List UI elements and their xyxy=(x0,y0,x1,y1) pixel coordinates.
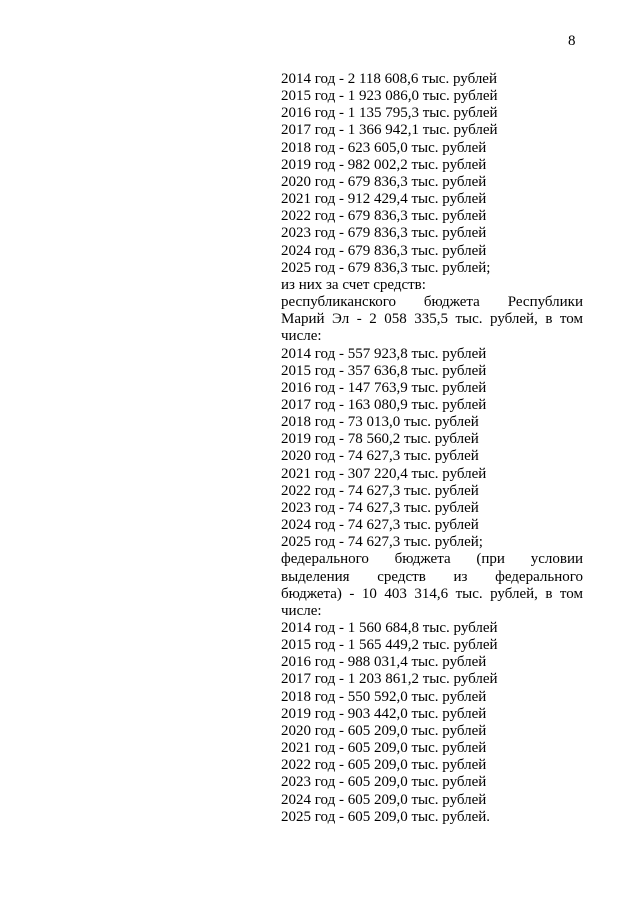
total-year-line: 2023 год - 679 836,3 тыс. рублей xyxy=(281,225,487,242)
republic-year-line: 2014 год - 557 923,8 тыс. рублей xyxy=(281,345,487,362)
federal-year-line: 2022 год - 605 209,0 тыс. рублей xyxy=(281,757,487,774)
federal-year-line: 2016 год - 988 031,4 тыс. рублей xyxy=(281,654,487,671)
total-year-line: 2022 год - 679 836,3 тыс. рублей xyxy=(281,208,487,225)
republic-budget-line: республиканского бюджета Республики xyxy=(281,294,583,311)
republic-year-line: 2024 год - 74 627,3 тыс. рублей xyxy=(281,517,479,534)
republic-year-line: 2017 год - 163 080,9 тыс. рублей xyxy=(281,396,487,413)
federal-year-line: 2015 год - 1 565 449,2 тыс. рублей xyxy=(281,637,498,654)
total-year-line: 2018 год - 623 605,0 тыс. рублей xyxy=(281,139,487,156)
document-body xyxy=(281,71,583,826)
federal-year-line: 2019 год - 903 442,0 тыс. рублей xyxy=(281,705,487,722)
republic-budget-line: Марий Эл - 2 058 335,5 тыс. рублей, в том xyxy=(281,311,583,328)
republic-budget-line: числе: xyxy=(281,328,322,345)
total-year-line: 2021 год - 912 429,4 тыс. рублей xyxy=(281,191,487,208)
federal-year-line: 2025 год - 605 209,0 тыс. рублей. xyxy=(281,808,491,825)
republic-year-line: 2020 год - 74 627,3 тыс. рублей xyxy=(281,448,479,465)
republic-year-line: 2025 год - 74 627,3 тыс. рублей; xyxy=(281,534,483,551)
federal-budget-line: федерального бюджета (при условии xyxy=(281,551,583,568)
federal-year-line: 2021 год - 605 209,0 тыс. рублей xyxy=(281,740,487,757)
federal-budget-line: числе: xyxy=(281,602,322,619)
total-year-line: 2016 год - 1 135 795,3 тыс. рублей xyxy=(281,105,498,122)
republic-year-line: 2021 год - 307 220,4 тыс. рублей xyxy=(281,465,487,482)
total-funding-by-year-list xyxy=(281,71,583,277)
federal-year-line: 2018 год - 550 592,0 тыс. рублей xyxy=(281,688,487,705)
federal-year-line: 2014 год - 1 560 684,8 тыс. рублей xyxy=(281,620,498,636)
total-year-line: 2024 год - 679 836,3 тыс. рублей xyxy=(281,242,487,259)
federal-budget-line: бюджета) - 10 403 314,6 тыс. рублей, в том xyxy=(281,585,583,602)
republic-budget-paragraph xyxy=(281,294,583,345)
page-number: 8 xyxy=(568,33,576,49)
total-year-line: 2025 год - 679 836,3 тыс. рублей; xyxy=(281,259,491,276)
republic-year-line: 2015 год - 357 636,8 тыс. рублей xyxy=(281,362,487,379)
republic-year-line: 2018 год - 73 013,0 тыс. рублей xyxy=(281,414,479,431)
total-year-line: 2015 год - 1 923 086,0 тыс. рублей xyxy=(281,88,498,105)
total-year-line: 2019 год - 982 002,2 тыс. рублей xyxy=(281,156,487,173)
federal-budget-paragraph xyxy=(281,551,583,620)
total-year-line: 2014 год - 2 118 608,6 тыс. рублей xyxy=(281,71,497,87)
federal-funding-by-year-list xyxy=(281,620,583,826)
republic-year-line: 2019 год - 78 560,2 тыс. рублей xyxy=(281,431,479,448)
federal-year-line: 2017 год - 1 203 861,2 тыс. рублей xyxy=(281,671,498,688)
federal-year-line: 2023 год - 605 209,0 тыс. рублей xyxy=(281,774,487,791)
republic-year-line: 2016 год - 147 763,9 тыс. рублей xyxy=(281,379,487,396)
total-year-line: 2020 год - 679 836,3 тыс. рублей xyxy=(281,173,487,190)
federal-year-line: 2024 год - 605 209,0 тыс. рублей xyxy=(281,791,487,808)
republic-year-line: 2023 год - 74 627,3 тыс. рублей xyxy=(281,499,479,516)
federal-year-line: 2020 год - 605 209,0 тыс. рублей xyxy=(281,722,487,739)
funding-sources-intro: из них за счет средств: xyxy=(281,276,426,293)
republic-year-line: 2022 год - 74 627,3 тыс. рублей xyxy=(281,482,479,499)
republic-funding-by-year-list xyxy=(281,346,583,552)
federal-budget-line: выделения средств из федерального xyxy=(281,568,583,585)
total-year-line: 2017 год - 1 366 942,1 тыс. рублей xyxy=(281,122,498,139)
